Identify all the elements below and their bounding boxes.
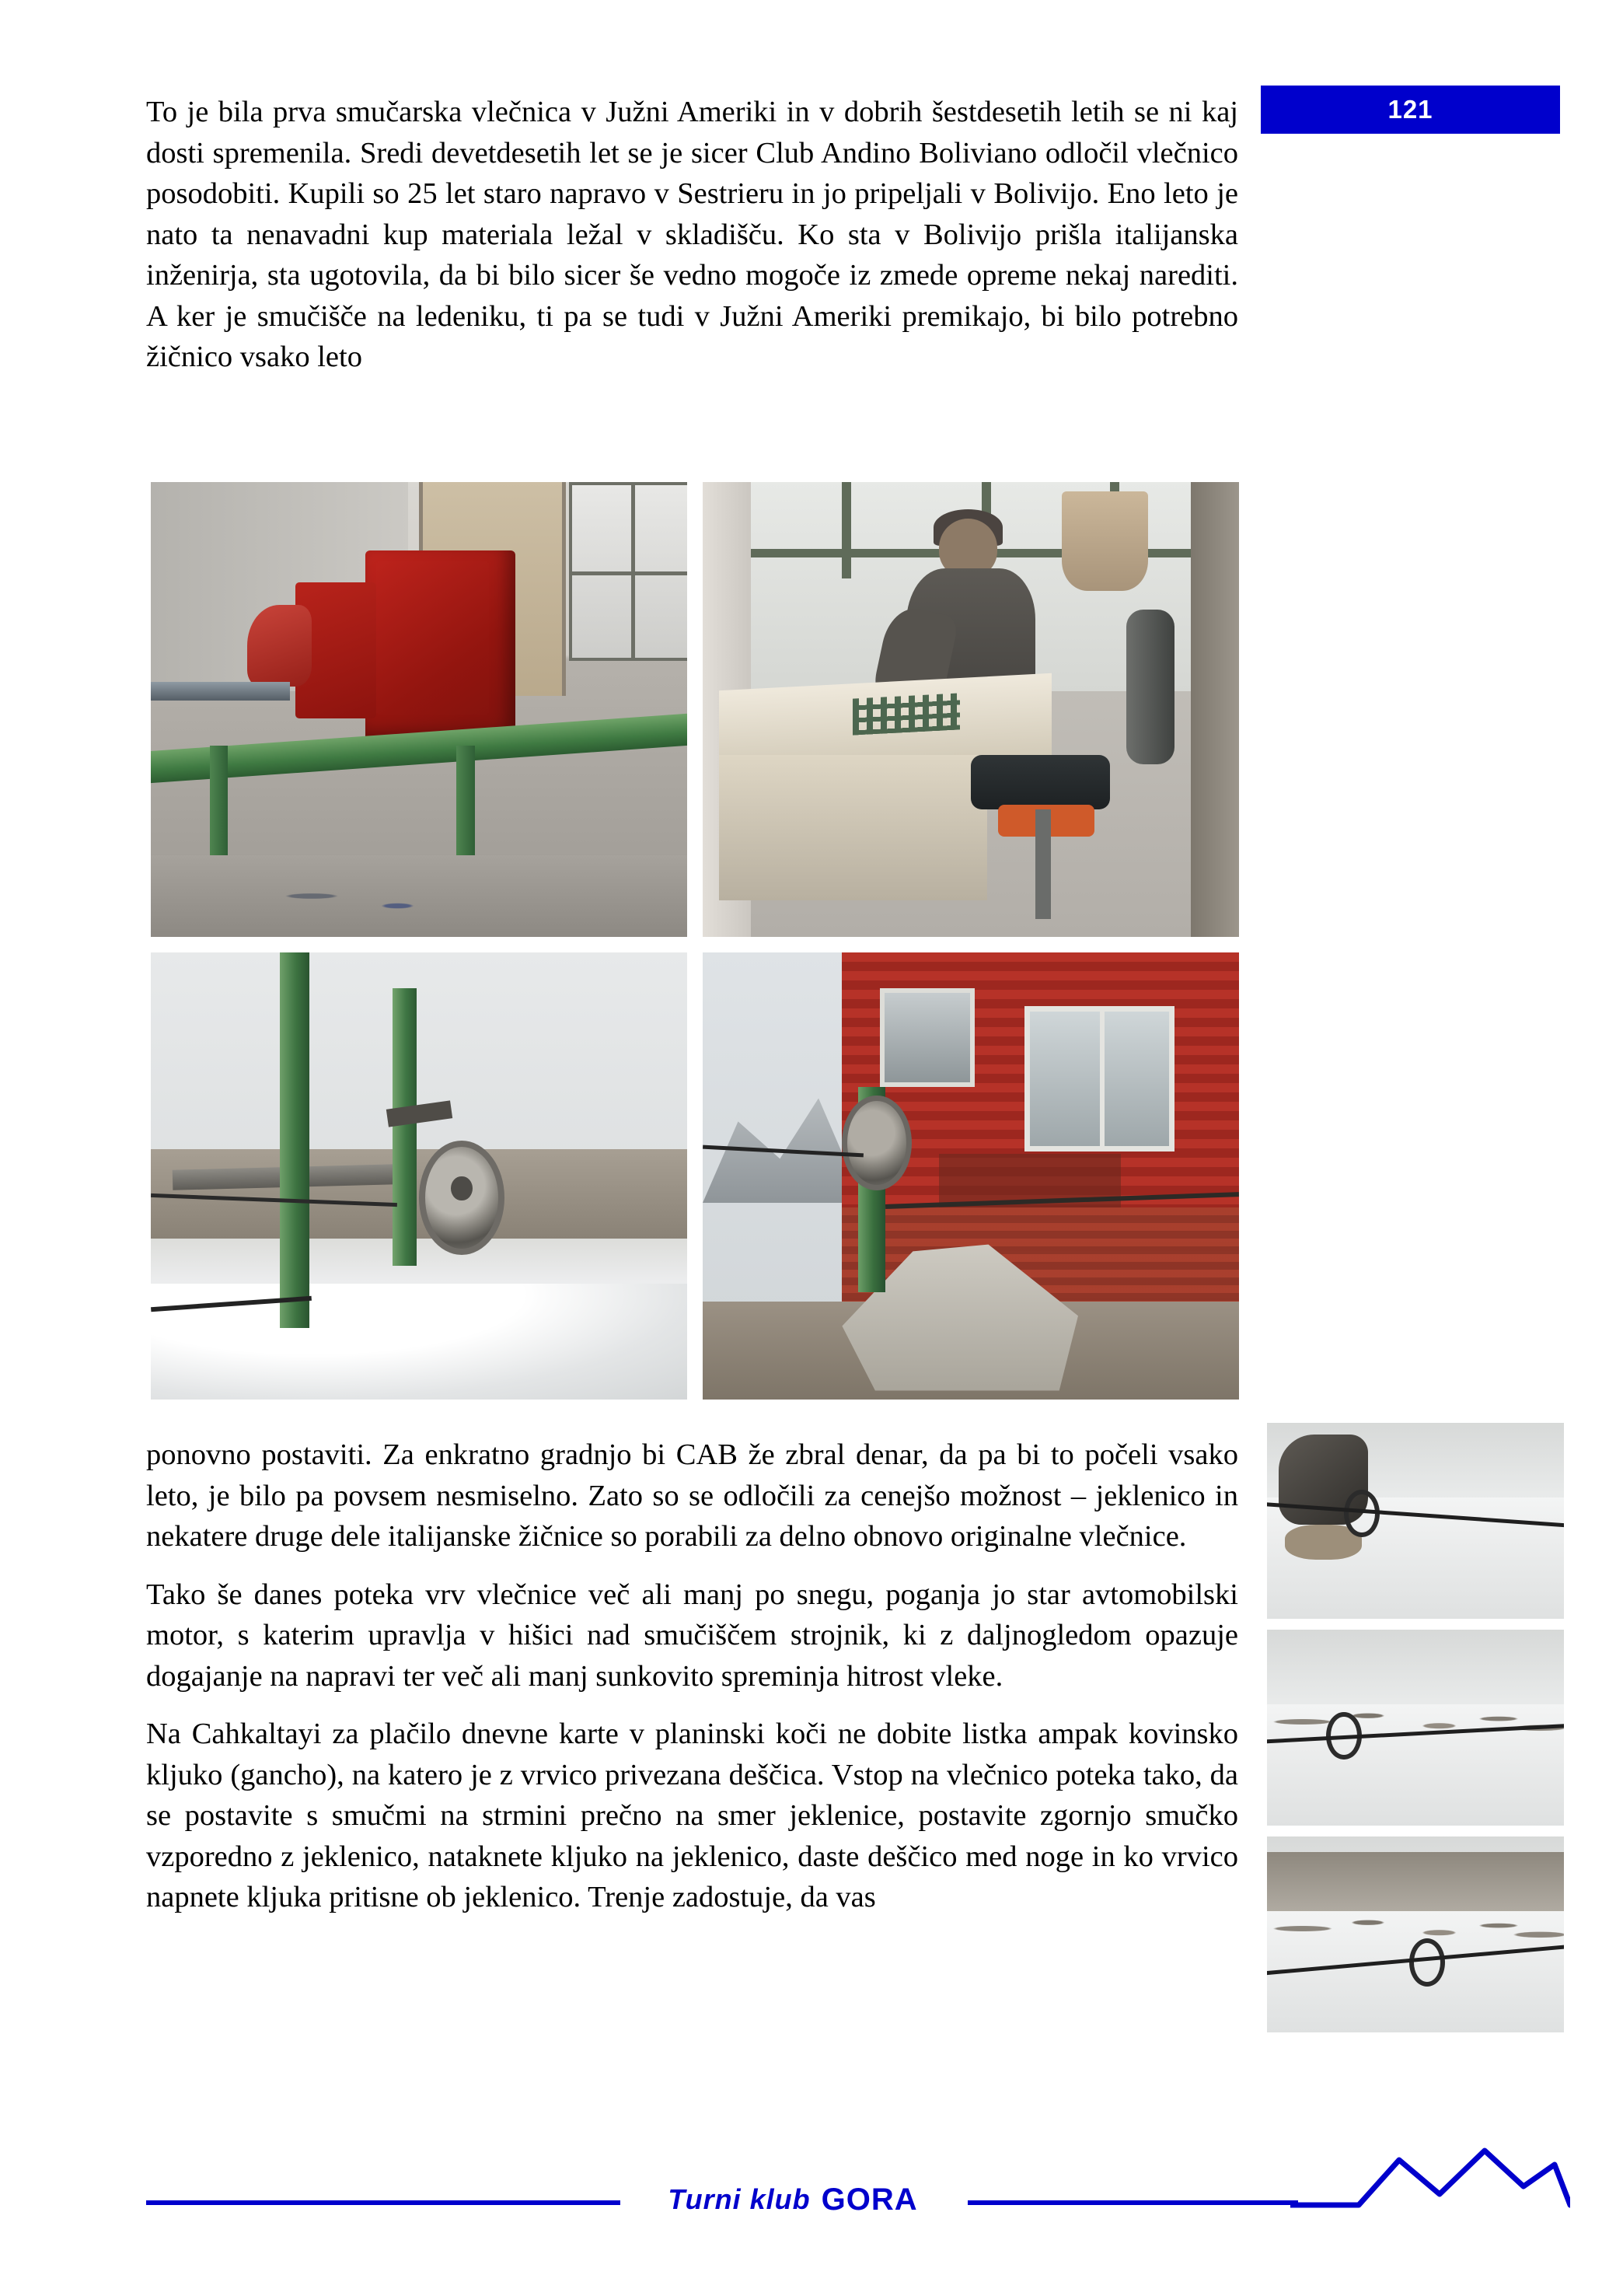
engine-pulley — [247, 605, 312, 687]
logo-text-gora: GORA — [821, 2182, 918, 2217]
window-mullion-1 — [842, 482, 851, 578]
body-text-top — [146, 92, 1238, 378]
photo-red-hut-pulley — [703, 952, 1239, 1400]
work-bench-side — [719, 755, 987, 900]
green-pylon-right — [393, 988, 417, 1266]
logo-text-turni-klub: Turni klub — [668, 2183, 811, 2215]
paragraph-2: ponovno postaviti. Za enkratno gradnjo bi CAB že zbral denar, da pa bi to počeli vsako leto, je bilo pa povsem nesmiselno. Zato so se odločili za cenejšo možnost – jeklenico in nekatere druge dele italijanske žičnice so porabili za delno obnovo originalne vlečnice. — [146, 1438, 1238, 1553]
pipe — [151, 682, 290, 700]
footer-rule-left — [146, 2200, 620, 2205]
photo-operator-cabin — [703, 482, 1239, 937]
page-number-badge: 121 — [1261, 86, 1560, 134]
green-post-left — [210, 746, 228, 864]
photo-cable-anchor — [1267, 1423, 1564, 1619]
hut-window-right — [1024, 1006, 1174, 1151]
photo-strip — [1267, 1423, 1564, 2032]
green-post-right — [456, 746, 474, 864]
paragraph-3: Tako še danes poteka vrv vlečnice več ali manj po snegu, poganja jo star avtomobilski motor, s katerim upravlja v hišici nad smučiščem strojnik, ki z daljnogledom opazuje dogajanje na napravi ter več ali manj sunkovito spreminja hitrost vleke. — [146, 1578, 1238, 1693]
body-text-bottom — [146, 1435, 1238, 1918]
metal-tank — [1126, 610, 1174, 764]
pulley-hub — [451, 1176, 473, 1201]
photo-grid — [151, 482, 1239, 1400]
paragraph-4: Na Cahkaltayi za plačilo dnevne karte v planinski koči ne dobite listka ampak kovinsko kljuko (gancho), na katero je z vrvico privezana deščica. Vstop na vlečnico poteka tako, da se postavite s smučmi na strmini prečno na smer jeklenice, postavite zgornjo smučko vzporedno z jeklenico, nataknete kljuko na jeklenico, daste deščico med noge in ko vrvico napnete kljuka pritisne ob jeklenico. Trenje zadostuje, da vas — [146, 1718, 1238, 1914]
concrete-floor — [151, 855, 687, 937]
snow-patch — [151, 1284, 687, 1400]
green-pylon-left — [280, 952, 309, 1328]
photo-engine-room — [151, 482, 687, 937]
bench-parts — [853, 693, 960, 735]
hanging-sack — [1062, 491, 1147, 592]
photo-pylon-pulley-snow — [151, 952, 687, 1400]
stool-post — [1035, 809, 1052, 918]
club-logo — [622, 2175, 964, 2224]
window — [569, 482, 687, 661]
mountain-outline-icon — [1290, 2146, 1570, 2208]
pulley-wheel — [842, 1096, 912, 1190]
paragraph-1: To je bila prva smučarska vlečnica v Južni Ameriki in v dobrih šestdesetih letih se ni kaj dosti spremenila. Sredi devetdesetih let se je sicer Club Andino Boliviano odločil vlečnico posodobiti. Kupili so 25 let staro napravo v Sestrieru in jo pripeljali v Bolivijo. Eno leto je nato ta nenavadni kup materiala ležal v skladišču. Ko sta v Bolivijo prišla italijanska inženirja, sta ugotovila, da bi bilo sicer še vedno mogoče iz zmede opreme nekaj narediti. A ker je smučišče na ledeniku, ti pa se tudi v Južni Ameriki premikajo, bi bilo potrebno žičnico vsako leto — [146, 96, 1238, 374]
photo-cable-hook-terrain — [1267, 1836, 1564, 2032]
photo-cable-snow — [1267, 1630, 1564, 1826]
page-footer — [0, 2130, 1616, 2255]
stool-seat — [971, 755, 1110, 809]
red-engine-block — [365, 550, 515, 742]
hut-window-left — [880, 988, 975, 1087]
gancho-hook — [1409, 1938, 1445, 1987]
cabin-wall-right — [1191, 482, 1239, 937]
footer-rule-right — [968, 2200, 1298, 2205]
